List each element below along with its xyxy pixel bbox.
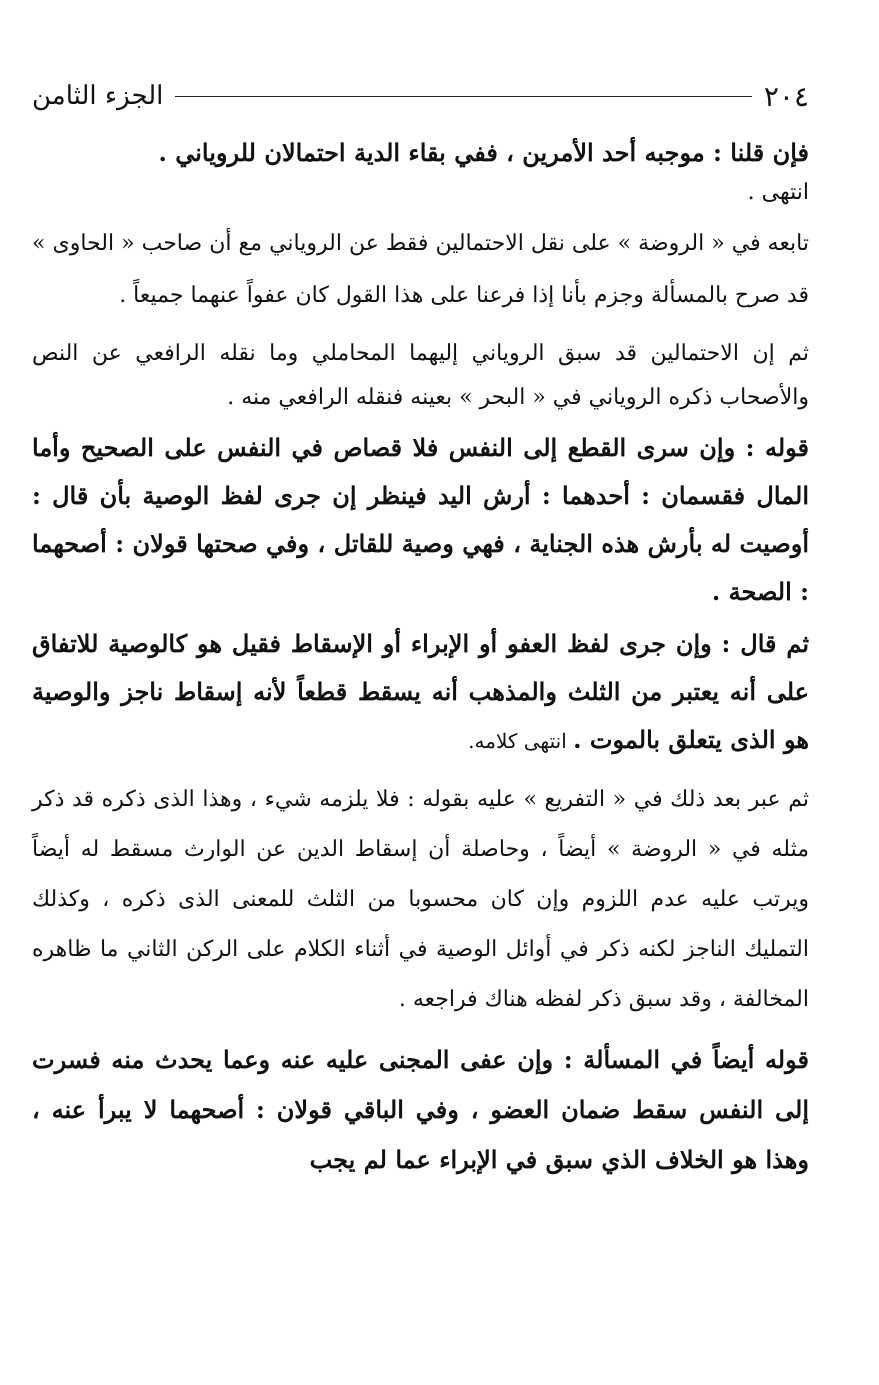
paragraph-6-body: ثم قال : وإن جرى لفظ العفو أو الإبراء أو الإسقاط فقيل هو كالوصية للاتفاق على أنه يعتبر من الثلث والمذهب أنه يسقط قطعاً لأنه إسقاط ناجز والوصية هو الذى يتعلق بالموت . bbox=[32, 629, 809, 754]
paragraph-6 bbox=[32, 620, 809, 765]
paragraph-4: ثم إن الاحتمالين قد سبق الروياني إليهما المحاملي وما نقله الرافعي عن النص والأصحاب ذكره الروياني في « البحر » بعينه فنقله الرافعي منه . bbox=[32, 341, 809, 410]
paragraph-1: فإن قلنا : موجبه أحد الأمرين ، ففي بقاء الدية احتمالان للروياني . bbox=[158, 138, 809, 167]
paragraph-2: انتهى . bbox=[747, 180, 809, 205]
page-header bbox=[32, 70, 809, 122]
page-number: ٢٠٤ bbox=[763, 79, 809, 113]
paragraph-5: قوله : وإن سرى القطع إلى النفس فلا قصاص في النفس على الصحيح وأما المال فقسمان : أحدهما : أرش اليد فينظر إن جرى لفظ الوصية بأن قال : أوصيت له بأرش هذه الجناية ، فهي وصية للقاتل ، وفي صحتها قولان : أصحهما : الصحة . bbox=[32, 433, 809, 606]
paragraph-8: قوله أيضاً في المسألة : وإن عفى المجنى عليه عنه وعما يحدث منه فسرت إلى النفس سقط ضمان العضو ، وفي الباقي قولان : أصحهما لا يبرأ عنه ، وهذا هو الخلاف الذي سبق في الإبراء عما لم يجب bbox=[32, 1045, 809, 1174]
paragraph-6-tail: انتهى كلامه. bbox=[468, 729, 574, 753]
running-title: الجزء الثامن bbox=[32, 81, 164, 111]
paragraph-3: تابعه في « الروضة » على نقل الاحتمالين فقط عن الروياني مع أن صاحب « الحاوى » قد صرح بالمسألة وجزم بأنا إذا فرعنا على هذا القول كان عفواً عنهما جميعاً . bbox=[32, 231, 809, 308]
paragraph-7: ثم عبر بعد ذلك في « التفريع » عليه بقوله : فلا يلزمه شيء ، وهذا الذى ذكره قد ذكر مثله في « الروضة » أيضاً ، وحاصلة أن إسقاط الدين عن الوارث مسقط له أيضاً ويرتب عليه عدم اللزوم وإن كان محسوبا من الثلث للمعنى الذى ذكره ، وكذلك التمليك الناجز لكنه ذكر في أوائل الوصية في أثناء الكلام على الركن الثاني ما ظاهره المخالفة ، وقد سبق ذكر لفظه هناك فراجعه . bbox=[32, 787, 810, 1012]
document-page bbox=[32, 70, 809, 1185]
header-rule bbox=[175, 96, 751, 97]
